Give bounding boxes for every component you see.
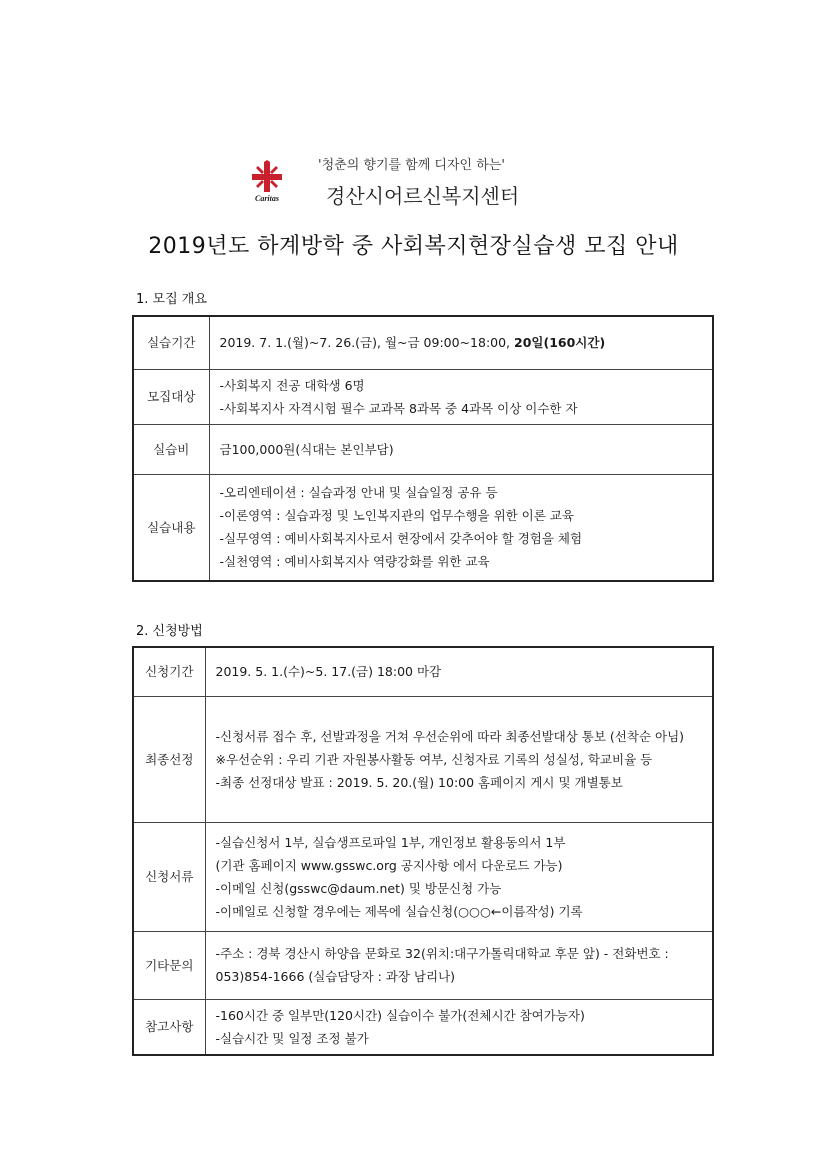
table-row [133, 647, 713, 696]
content-line: -실무영역 : 예비사회복지사로서 현장에서 갖추어야 할 경험을 체험 [219, 531, 583, 547]
content-line: 2019. 5. 1.(수)~5. 17.(금) 18:00 마감 [215, 664, 442, 680]
recruitment-overview-table [132, 315, 714, 582]
content-line: -160시간 중 일부만(120시간) 실습이수 불가(전체시간 참여가능자) [215, 1007, 585, 1023]
row-content [209, 424, 713, 474]
table-row [133, 369, 713, 424]
header [0, 150, 827, 210]
row-content [205, 647, 713, 696]
page-title: 2019년도 하계방학 중 사회복지현장실습생 모집 안내 [148, 234, 679, 259]
center-name: 경산시어르신복지센터 [326, 184, 520, 208]
section1-heading: 1. 모집 개요 [136, 292, 207, 307]
table-row [133, 316, 713, 369]
content-line: -실천영역 : 예비사회복지사 역량강화를 위한 교육 [219, 554, 490, 570]
row-label: 실습내용 [133, 474, 209, 581]
row-label: 신청기간 [133, 647, 205, 696]
content-line: -이메일로 신청할 경우에는 제목에 실습신청(○○○←이름작성) 기록 [215, 903, 583, 919]
row-content [205, 931, 713, 999]
table-row [133, 999, 713, 1055]
content-line: -최종 선정대상 발표 : 2019. 5. 20.(월) 10:00 홈페이지 게시 및 개별통보 [215, 774, 623, 790]
content-line: -실습신청서 1부, 실습생프로파일 1부, 개인정보 활용동의서 1부 [215, 834, 566, 850]
table-row [133, 931, 713, 999]
row-content [205, 999, 713, 1055]
row-label: 참고사항 [133, 999, 205, 1055]
slogan: '청춘의 향기를 함께 디자인 하는' [318, 158, 505, 173]
table-row [133, 424, 713, 474]
content-line: -신청서류 접수 후, 선발과정을 거쳐 우선순위에 따라 최종선발대상 통보 (선착순 아님) [215, 728, 685, 744]
table-row [133, 696, 713, 822]
content-line: ※우선순위 : 우리 기관 자원봉사활동 여부, 신청자료 기록의 성실성, 학교비율 등 [215, 751, 653, 767]
content-line: -사회복지사 자격시험 필수 교과목 8과목 중 4과목 이상 이수한 자 [219, 400, 578, 416]
row-content [205, 696, 713, 822]
content-line: -이론영역 : 실습과정 및 노인복지관의 업무수행을 위한 이론 교육 [219, 508, 574, 524]
row-content [209, 316, 713, 369]
row-label: 기타문의 [133, 931, 205, 999]
content-line: -주소 : 경북 경산시 하양읍 문화로 32(위치:대구가톨릭대학교 후문 앞) - 전화번호 : 053)854-1666 (실습담당자 : 과장 남리나) [215, 946, 669, 984]
table-row [133, 822, 713, 931]
section2-heading: 2. 신청방법 [136, 624, 203, 639]
application-method-table [132, 646, 714, 1056]
period-text: 2019. 7. 1.(월)~7. 26.(금), 월~금 09:00~18:00, [219, 335, 515, 351]
content-line: -사회복지 전공 대학생 6명 [219, 377, 365, 393]
row-content [205, 822, 713, 931]
row-label: 모집대상 [133, 369, 209, 424]
content-line: -실습시간 및 일정 조정 불가 [215, 1030, 369, 1046]
row-content [209, 474, 713, 581]
logo-text: Caritas [254, 194, 279, 203]
content-line: 금100,000원(식대는 본인부담) [219, 441, 394, 457]
row-label: 실습비 [133, 424, 209, 474]
period-duration: 20일(160시간) [514, 335, 606, 351]
content-line: (기관 홈페이지 www.gsswc.org 공지사항 에서 다운로드 가능) [215, 857, 563, 873]
row-label: 신청서류 [133, 822, 205, 931]
table-row [133, 474, 713, 581]
row-label: 최종선정 [133, 696, 205, 822]
content-line: -오리엔테이션 : 실습과정 안내 및 실습일정 공유 등 [219, 485, 498, 501]
row-content [209, 369, 713, 424]
caritas-cross-icon [250, 160, 284, 194]
caritas-logo [250, 160, 284, 208]
content-line: -이메일 신청(gsswc@daum.net) 및 방문신청 가능 [215, 880, 502, 896]
row-label: 실습기간 [133, 316, 209, 369]
